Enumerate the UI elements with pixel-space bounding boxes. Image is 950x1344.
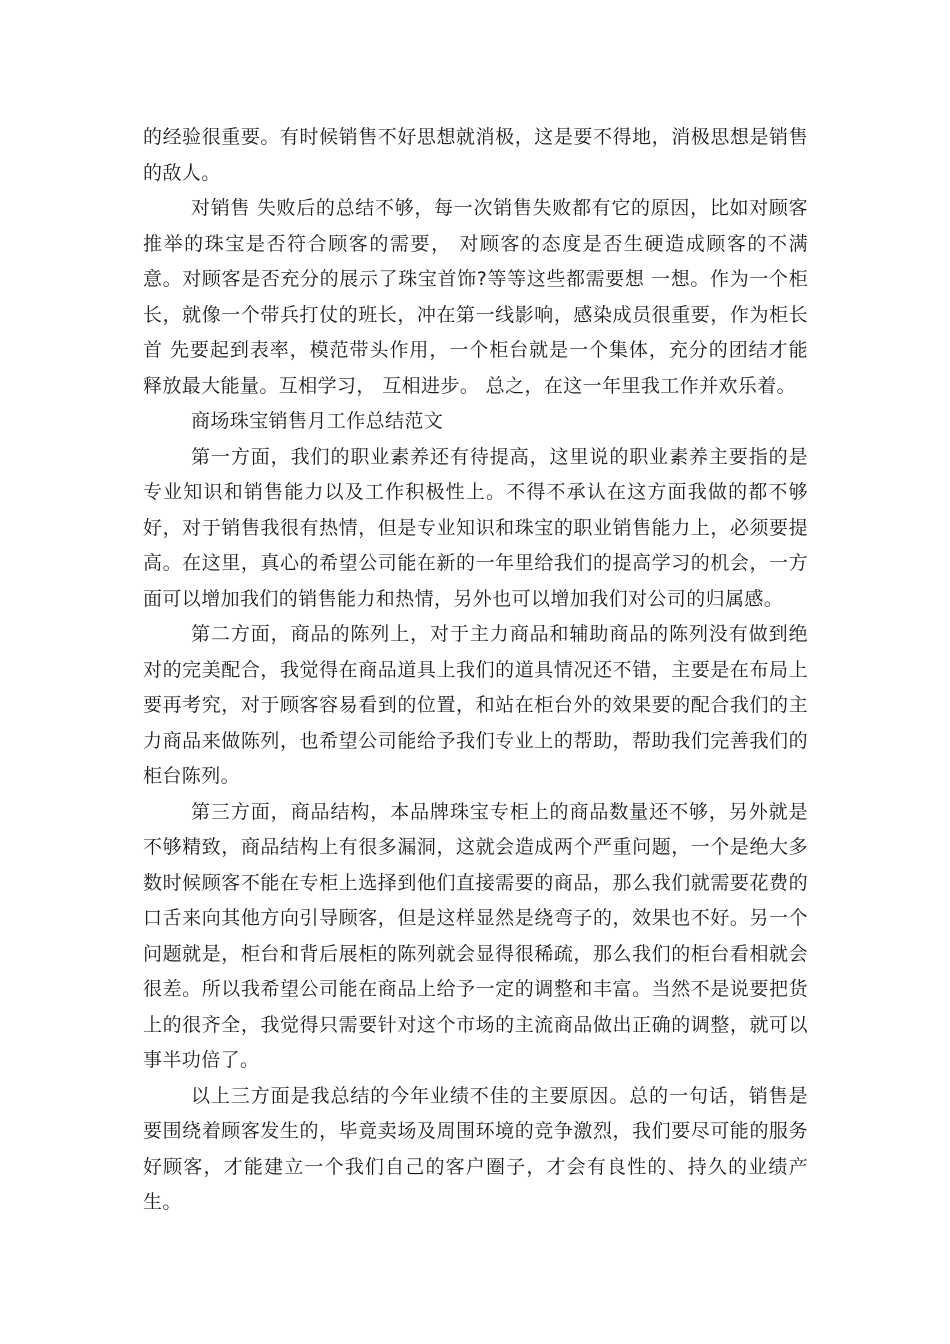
paragraph-second-aspect: 第二方面，商品的陈列上，对于主力商品和辅助商品的陈列没有做到绝对的完美配合，我觉得在商品道具上我们的道具情况还不错，主要是在布局上要再考究，对于顾客容易看到的位置，和站在柜台外的效果要的配合我们的主力商品来做陈列，也希望公司能给予我们专业上的帮助，帮助我们完善我们的柜台陈列。 [143,623,808,787]
paragraph-conclusion: 以上三方面是我总结的今年业绩不佳的主要原因。总的一句话，销售是要围绕着顾客发生的，毕竟卖场及周围环境的竞争激烈，我们要尽可能的服务好顾客，才能建立一个我们自己的客户圈子，才会有良性的、持久的业绩产生。 [143,1084,808,1213]
document-body [143,120,808,1221]
paragraph-first-aspect: 第一方面，我们的职业素养还有待提高，这里说的职业素养主要指的是专业知识和销售能力以及工作积极性上。不得不承认在这方面我做的都不够好，对于销售我很有热情，但是专业知识和珠宝的职业销售能力上，必须要提高。在这里，真心的希望公司能在新的一年里给我们的提高学习的机会，一方面可以增加我们的销售能力和热情，另外也可以增加我们对公司的归属感。 [143,445,808,610]
paragraph-sales-failure-summary: 对销售 失败后的总结不够，每一次销售失败都有它的原因，比如对顾客推举的珠宝是否符合顾客的需要， 对顾客的态度是否生硬造成顾客的不满意。对顾客是否充分的展示了珠宝首饰?等等这些都需要想 一想。作为一个柜长，就像一个带兵打仗的班长，冲在第一线影响，感染成员很重要，作为柜长首 先要起到表率，模范带头作用，一个柜台就是一个集体，充分的团结才能释放最大能量。互相学习， 互相进步。 总之，在这一年里我工作并欢乐着。 [143,197,808,397]
paragraph-continuation: 的经验很重要。有时候销售不好思想就消极，这是要不得地，消极思想是销售的敌人。 [143,126,808,184]
paragraph-third-aspect: 第三方面，商品结构，本品牌珠宝专柜上的商品数量还不够，另外就是不够精致，商品结构上有很多漏洞，这就会造成两个严重问题，一个是绝大多数时候顾客不能在专柜上选择到他们直接需要的商品，那么我们就需要花费的口舌来向其他方向引导顾客，但是这样显然是绕弯子的，效果也不好。另一个问题就是，柜台和背后展柜的陈列就会显得很稀疏，那么我们的柜台看相就会很差。所以我希望公司能在商品上给予一定的调整和丰富。当然不是说要把货上的很齐全，我觉得只需要针对这个市场的主流商品做出正确的调整，就可以事半功倍了。 [143,800,808,1071]
section-heading: 商场珠宝销售月工作总结范文 [191,410,444,432]
